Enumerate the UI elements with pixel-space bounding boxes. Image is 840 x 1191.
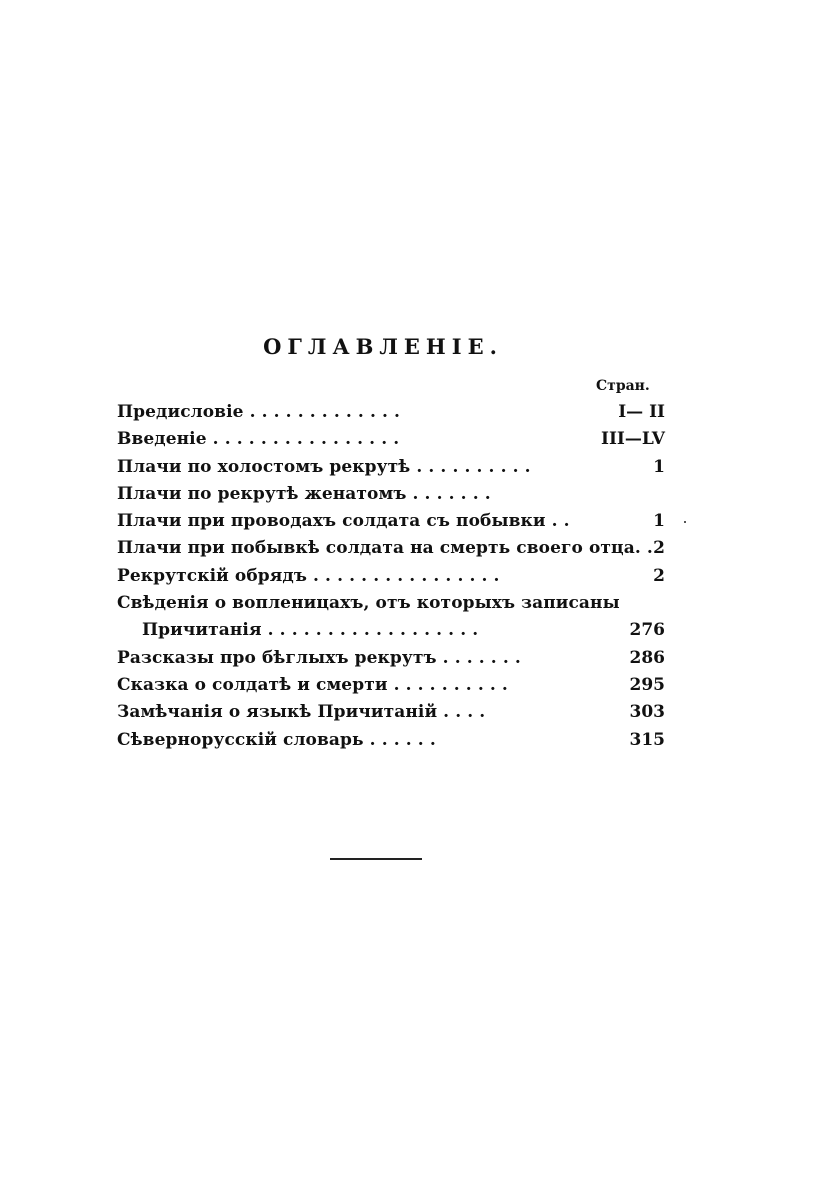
divider-rule (330, 858, 422, 860)
toc-entry-page: III—LV (601, 429, 665, 450)
toc-entry-page: 276 (629, 620, 665, 641)
page-column-header: Стран. (596, 378, 650, 394)
toc-entry (117, 563, 665, 590)
toc-entry-page: 2 (653, 565, 665, 586)
toc-entry-page: 2 (653, 538, 665, 559)
toc-entry-title: Плачи при побывкѣ солдата на смерть своего отца. . (117, 538, 653, 559)
toc-entry-title: Плачи при проводахъ солдата съ побывки . . (117, 511, 570, 532)
toc-entry-page: 1 (653, 456, 665, 477)
toc-entry (117, 645, 665, 672)
toc-entry (117, 590, 665, 617)
toc-entry (117, 399, 665, 426)
toc-entry-title: Замѣчанія о языкѣ Причитаній . . . . (117, 702, 486, 723)
print-speck (684, 521, 686, 523)
toc-entry-page: 295 (629, 674, 665, 695)
toc-entry (117, 617, 665, 644)
toc-entry-title: Рекрутскій обрядъ . . . . . . . . . . . . . . . . (117, 565, 500, 586)
toc-entry-page: 1 (653, 511, 665, 532)
page-title: ОГЛАВЛЕНІЕ. (263, 334, 503, 359)
toc-entry-title: Плачи по холостомъ рекрутѣ . . . . . . . . . . (117, 456, 531, 477)
toc-entry (117, 699, 665, 726)
toc-entry-title: Разсказы про бѣглыхъ рекрутъ . . . . . . . (117, 647, 521, 668)
toc-entry (117, 426, 665, 453)
toc-entry-title: Предисловіе . . . . . . . . . . . . . (117, 402, 401, 422)
toc-entry-title: Сказка о солдатѣ и смерти . . . . . . . . . . (117, 674, 508, 695)
toc-entry (117, 454, 665, 481)
toc-entry (117, 535, 665, 562)
toc-entry-page: I— II (618, 402, 665, 422)
toc-entry-page: 286 (629, 647, 665, 668)
toc-entry-title: Причитанія . . . . . . . . . . . . . . . . . . (142, 620, 479, 641)
toc-entry-title: Сѣвернорусскій словарь . . . . . . (117, 729, 436, 750)
toc-entry-title: Плачи по рекрутѣ женатомъ . . . . . . . (117, 483, 491, 504)
toc-entry-page: 315 (629, 729, 665, 750)
table-of-contents (117, 399, 665, 754)
toc-entry-title: Свѣденія о вопленицахъ, отъ которыхъ записаны (117, 593, 620, 614)
toc-entry (117, 481, 665, 508)
toc-entry (117, 672, 665, 699)
toc-entry-page: 303 (629, 702, 665, 723)
toc-entry (117, 727, 665, 754)
toc-entry-title: Введеніе . . . . . . . . . . . . . . . . (117, 429, 400, 450)
toc-entry (117, 508, 665, 535)
